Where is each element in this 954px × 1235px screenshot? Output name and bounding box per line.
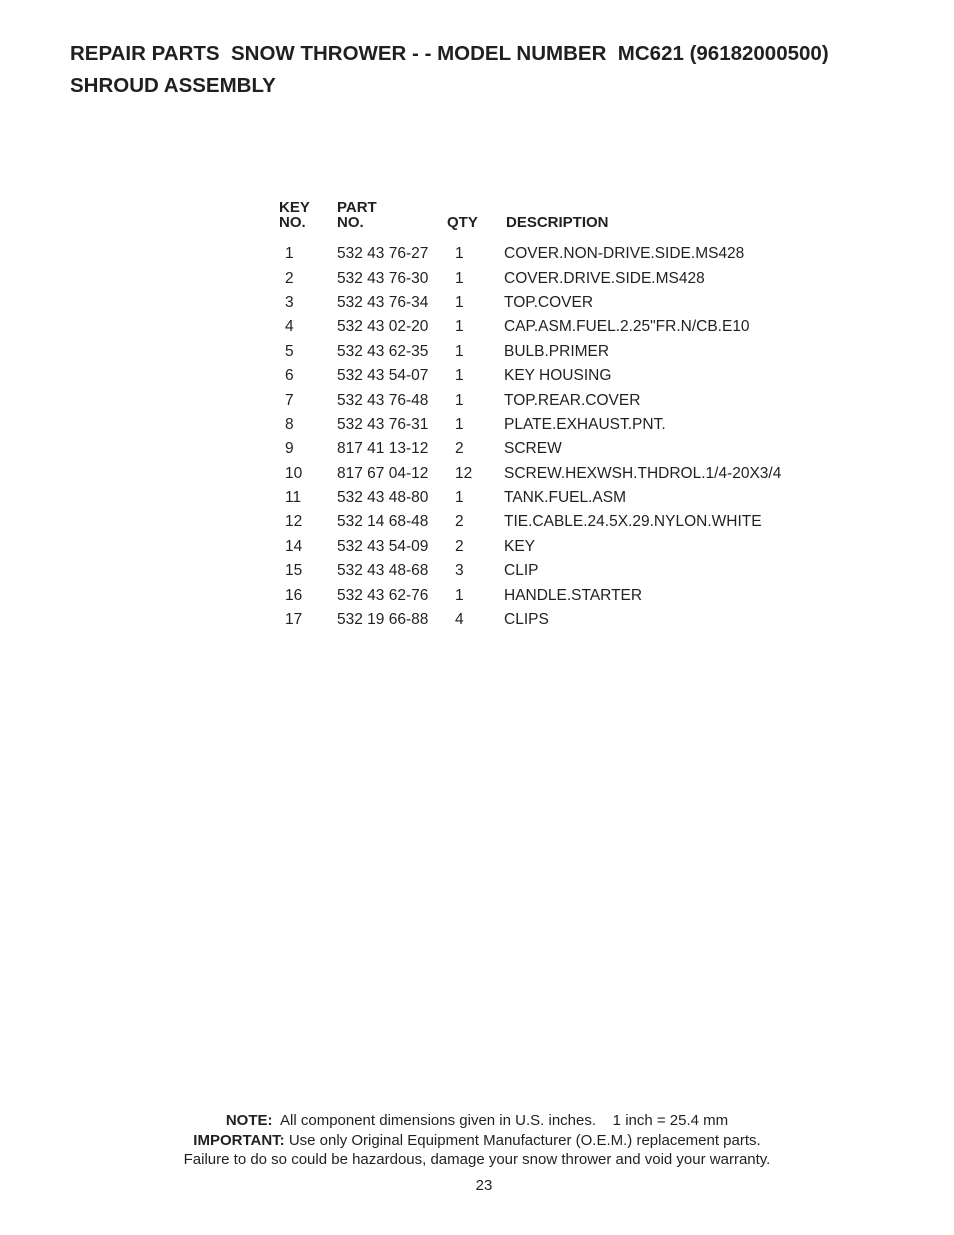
note-label: NOTE: bbox=[225, 1112, 273, 1129]
important-text: Use only Original Equipment Manufacturer (O.E.M.) replacement parts. bbox=[288, 1131, 761, 1149]
table-row bbox=[279, 608, 796, 632]
cell-qty: 1 bbox=[455, 318, 464, 336]
cell-description: CLIP bbox=[504, 562, 539, 580]
cell-description: SCREW bbox=[504, 440, 562, 458]
cell-part-no: 532 43 76-48 bbox=[337, 391, 429, 409]
cell-part-no: 532 43 62-76 bbox=[337, 586, 429, 604]
parts-table-body bbox=[279, 242, 796, 632]
table-row bbox=[279, 388, 796, 412]
cell-qty: 2 bbox=[455, 513, 464, 531]
column-header-key bbox=[279, 200, 337, 242]
cell-key-no: 14 bbox=[285, 537, 303, 555]
cell-description: TANK.FUEL.ASM bbox=[504, 489, 627, 507]
cell-description: SCREW.HEXWSH.THDROL.1/4-20X3/4 bbox=[504, 464, 782, 482]
table-row bbox=[279, 291, 796, 315]
table-row bbox=[279, 315, 796, 339]
cell-key-no: 8 bbox=[285, 415, 294, 433]
table-row bbox=[279, 266, 796, 290]
cell-part-no: 532 43 62-35 bbox=[337, 342, 429, 360]
cell-description: HANDLE.STARTER bbox=[504, 586, 643, 604]
cell-part-no: 532 14 68-48 bbox=[337, 513, 429, 531]
table-row bbox=[279, 364, 796, 388]
cell-description: PLATE.EXHAUST.PNT. bbox=[504, 415, 666, 433]
cell-part-no: 532 43 54-09 bbox=[337, 537, 429, 555]
table-row bbox=[279, 535, 796, 559]
cell-part-no: 532 43 76-30 bbox=[337, 269, 429, 287]
column-header-part bbox=[337, 200, 447, 242]
cell-part-no: 817 67 04-12 bbox=[337, 464, 429, 482]
cell-key-no: 15 bbox=[285, 562, 303, 580]
cell-key-no: 10 bbox=[285, 464, 303, 482]
cell-qty: 2 bbox=[455, 440, 464, 458]
table-row bbox=[279, 559, 796, 583]
cell-description: CAP.ASM.FUEL.2.25"FR.N/CB.E10 bbox=[504, 318, 750, 336]
cell-description: TOP.REAR.COVER bbox=[504, 391, 641, 409]
cell-qty: 1 bbox=[455, 489, 464, 507]
table-header-row bbox=[279, 200, 796, 242]
table-row bbox=[279, 437, 796, 461]
cell-qty: 12 bbox=[455, 464, 473, 482]
cell-part-no: 532 43 54-07 bbox=[337, 367, 429, 385]
cell-key-no: 6 bbox=[285, 367, 294, 385]
part-header-line1: PART bbox=[337, 199, 377, 216]
cell-qty: 1 bbox=[455, 586, 464, 604]
note-text: All component dimensions given in U.S. inches. 1 inch = 25.4 mm bbox=[280, 1112, 729, 1129]
cell-description: TIE.CABLE.24.5X.29.NYLON.WHITE bbox=[504, 513, 762, 531]
table-row bbox=[279, 486, 796, 510]
footer-notes bbox=[0, 1111, 954, 1170]
cell-qty: 1 bbox=[455, 415, 464, 433]
cell-part-no: 532 43 48-80 bbox=[337, 489, 429, 507]
cell-qty: 1 bbox=[455, 391, 464, 409]
cell-part-no: 532 43 76-34 bbox=[337, 293, 429, 311]
cell-qty: 2 bbox=[455, 537, 464, 555]
cell-description: CLIPS bbox=[504, 611, 549, 629]
table-row bbox=[279, 340, 796, 364]
cell-description: KEY bbox=[504, 537, 536, 555]
cell-part-no: 532 43 48-68 bbox=[337, 562, 429, 580]
cell-key-no: 7 bbox=[285, 391, 294, 409]
warning-line: Failure to do so could be hazardous, damage your snow thrower and void your warranty. bbox=[183, 1151, 771, 1168]
cell-key-no: 5 bbox=[285, 342, 294, 360]
key-header-line1: KEY bbox=[279, 199, 310, 216]
table-row bbox=[279, 583, 796, 607]
column-header-description: DESCRIPTION bbox=[506, 214, 609, 231]
cell-qty: 4 bbox=[455, 611, 464, 629]
cell-part-no: 532 43 02-20 bbox=[337, 318, 429, 336]
cell-key-no: 17 bbox=[285, 611, 303, 629]
cell-part-no: 817 41 13-12 bbox=[337, 440, 429, 458]
key-header-line2: NO. bbox=[279, 214, 306, 231]
cell-qty: 1 bbox=[455, 293, 464, 311]
important-label: IMPORTANT: bbox=[193, 1131, 285, 1149]
cell-key-no: 2 bbox=[285, 269, 294, 287]
cell-key-no: 9 bbox=[285, 440, 294, 458]
parts-table bbox=[279, 200, 796, 632]
cell-description: BULB.PRIMER bbox=[504, 342, 610, 360]
important-line bbox=[0, 1131, 954, 1151]
cell-qty: 1 bbox=[455, 269, 464, 287]
table-row bbox=[279, 462, 796, 486]
cell-description: TOP.COVER bbox=[504, 293, 594, 311]
cell-part-no: 532 43 76-27 bbox=[337, 245, 429, 263]
cell-key-no: 11 bbox=[285, 489, 302, 507]
table-row bbox=[279, 242, 796, 266]
cell-qty: 3 bbox=[455, 562, 464, 580]
cell-description: KEY HOUSING bbox=[504, 367, 612, 385]
cell-description: COVER.DRIVE.SIDE.MS428 bbox=[504, 269, 705, 287]
assembly-title: SHROUD ASSEMBLY bbox=[70, 74, 276, 97]
cell-key-no: 16 bbox=[285, 586, 303, 604]
cell-key-no: 3 bbox=[285, 293, 294, 311]
page-title: REPAIR PARTS SNOW THROWER - - MODEL NUMBER MC621 (96182000500) bbox=[70, 42, 829, 65]
table-row bbox=[279, 413, 796, 437]
page-number: 23 bbox=[475, 1177, 493, 1194]
cell-part-no: 532 43 76-31 bbox=[337, 415, 429, 433]
cell-qty: 1 bbox=[455, 245, 464, 263]
cell-key-no: 12 bbox=[285, 513, 303, 531]
column-header-qty: QTY bbox=[447, 214, 478, 231]
cell-key-no: 1 bbox=[285, 245, 294, 263]
note-line bbox=[0, 1111, 954, 1131]
table-row bbox=[279, 510, 796, 534]
cell-key-no: 4 bbox=[285, 318, 294, 336]
cell-qty: 1 bbox=[455, 342, 464, 360]
part-header-line2: NO. bbox=[337, 214, 364, 231]
cell-part-no: 532 19 66-88 bbox=[337, 611, 429, 629]
cell-description: COVER.NON-DRIVE.SIDE.MS428 bbox=[504, 245, 745, 263]
page-header bbox=[70, 38, 930, 102]
cell-qty: 1 bbox=[455, 367, 464, 385]
